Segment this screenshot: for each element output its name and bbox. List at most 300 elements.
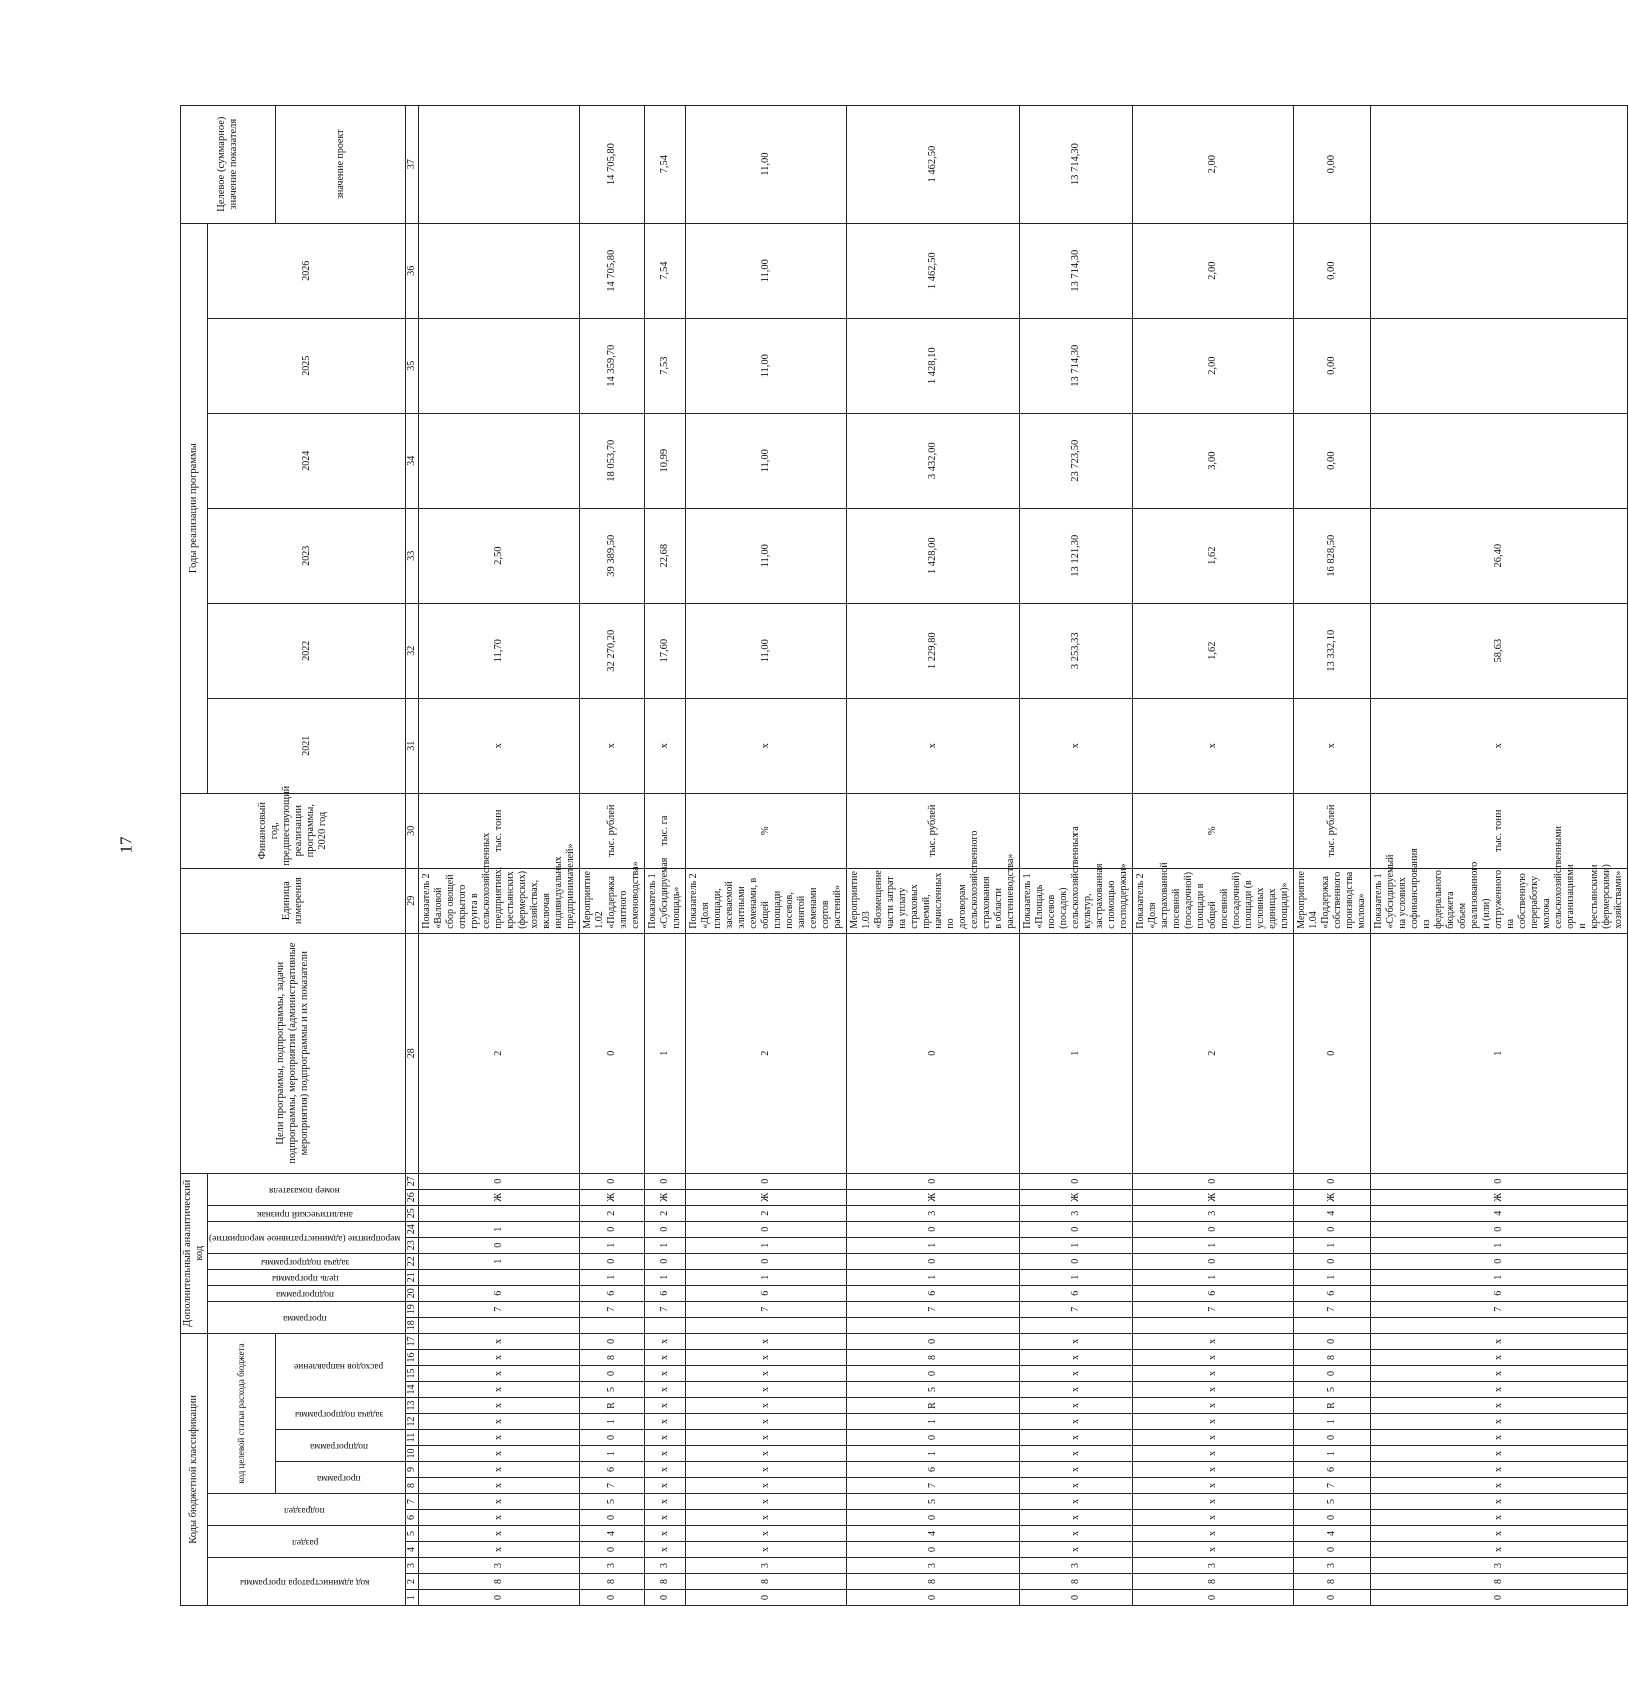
code-cell: 1 xyxy=(644,1237,685,1253)
code-cell: 0 xyxy=(685,1173,846,1189)
code-cell: 1 xyxy=(1019,933,1132,1173)
code-cell: 1 xyxy=(1293,1446,1370,1462)
code-cell: 7 xyxy=(579,1478,644,1494)
code-cell: 1 xyxy=(1019,1269,1132,1285)
column-number: 4 xyxy=(406,1542,419,1558)
value-cell: 11,00 xyxy=(685,105,846,223)
value-cell: 14 705,80 xyxy=(579,223,644,318)
code-cell: х xyxy=(1019,1382,1132,1398)
code-cell: 2 xyxy=(418,933,579,1173)
code-cell: 0 xyxy=(1293,1366,1370,1382)
column-number: 15 xyxy=(406,1366,419,1382)
code-cell: 7 xyxy=(1293,1301,1370,1317)
code-cell: 0 xyxy=(418,1173,579,1189)
value-cell: 22,68 xyxy=(644,508,685,603)
column-numbers-row xyxy=(406,105,419,1605)
indicator-description: Показатель 2 «Валовой сбор овощей открытого грунта в сельскохозяйственных предприятиях, крестьянских (фермерских) хозяйствах, включая индивидуальных предпринимателей» xyxy=(418,868,579,933)
value-cell xyxy=(1370,223,1627,318)
column-number: 31 xyxy=(406,698,419,793)
code-cell: х xyxy=(685,1510,846,1526)
code-cell: 6 xyxy=(1370,1285,1627,1301)
code-cell: 1 xyxy=(1370,933,1627,1173)
code-cell: х xyxy=(1132,1494,1293,1510)
code-cell: 8 xyxy=(579,1350,644,1366)
code-cell: 0 xyxy=(644,1590,685,1606)
header-target-sub: значение проект xyxy=(275,105,405,223)
value-cell: 13 714,30 xyxy=(1019,105,1132,223)
header-target-value: Целевое (суммарное) значение показателя xyxy=(181,105,276,223)
code-cell xyxy=(846,1317,1019,1333)
value-cell: 18 053,70 xyxy=(579,413,644,508)
code-cell: 0 xyxy=(685,1590,846,1606)
code-cell: 0 xyxy=(644,1221,685,1237)
code-cell: Ж xyxy=(1370,1189,1627,1205)
code-cell: 0 xyxy=(1019,1221,1132,1237)
code-cell: х xyxy=(1132,1542,1293,1558)
table-row xyxy=(1293,105,1370,1605)
code-cell: Ж xyxy=(418,1189,579,1205)
code-cell: 0 xyxy=(579,1333,644,1349)
code-cell: х xyxy=(1132,1366,1293,1382)
code-cell: 1 xyxy=(685,1237,846,1253)
column-number: 23 xyxy=(406,1237,419,1253)
code-cell: 1 xyxy=(1370,1237,1627,1253)
code-cell: 6 xyxy=(418,1285,579,1301)
code-cell: 4 xyxy=(1370,1205,1627,1221)
code-cell: 6 xyxy=(1019,1285,1132,1301)
value-cell: 7,53 xyxy=(644,318,685,413)
code-cell: 3 xyxy=(579,1558,644,1574)
value-cell: 11,70 xyxy=(418,603,579,698)
value-cell xyxy=(418,318,579,413)
code-cell: х xyxy=(1370,1398,1627,1414)
value-cell: 26,40 xyxy=(1370,508,1627,603)
header-year-2021: 2021 xyxy=(208,698,406,793)
code-cell: 7 xyxy=(644,1301,685,1317)
page-number: 17 xyxy=(116,836,136,854)
column-number: 14 xyxy=(406,1382,419,1398)
code-cell: 0 xyxy=(1370,1221,1627,1237)
code-cell: 8 xyxy=(1293,1574,1370,1590)
code-cell: 6 xyxy=(1293,1462,1370,1478)
code-cell: 1 xyxy=(1293,1414,1370,1430)
code-cell: х xyxy=(685,1366,846,1382)
code-cell: 3 xyxy=(1370,1558,1627,1574)
header-sub-task: задача подпрограммы xyxy=(275,1398,405,1430)
code-cell: х xyxy=(644,1542,685,1558)
fin-year-cell: х xyxy=(1293,698,1370,793)
value-cell: 0,00 xyxy=(1293,223,1370,318)
value-cell: 7,54 xyxy=(644,223,685,318)
code-cell: х xyxy=(418,1430,579,1446)
code-cell: 0 xyxy=(846,1221,1019,1237)
unit-cell: % xyxy=(685,793,846,868)
code-cell: 3 xyxy=(644,1558,685,1574)
header-dop-subprogram: подпрограмма xyxy=(208,1285,406,1301)
indicator-description: Показатель 1 «Площадь посевов (посадок) сельскохозяйственных культур, застрахованная с помощью господдержки» xyxy=(1019,868,1132,933)
code-cell: х xyxy=(1019,1398,1132,1414)
code-cell: х xyxy=(685,1333,846,1349)
table-row xyxy=(685,105,846,1605)
code-cell: х xyxy=(1019,1414,1132,1430)
value-cell: 7,54 xyxy=(644,105,685,223)
code-cell: 0 xyxy=(1293,1221,1370,1237)
indicator-description: Показатель 2 «Доля площади, засеваемой элитными семенами, в общей площади посевов, занятой семенами сортов растений» xyxy=(685,868,846,933)
value-cell xyxy=(418,105,579,223)
code-cell: 0 xyxy=(579,933,644,1173)
column-number: 22 xyxy=(406,1253,419,1269)
column-number: 24 xyxy=(406,1221,419,1237)
code-cell: 8 xyxy=(1293,1350,1370,1366)
code-cell: х xyxy=(644,1382,685,1398)
code-cell xyxy=(418,1269,579,1285)
unit-cell: га xyxy=(1019,793,1132,868)
code-cell: 1 xyxy=(685,1269,846,1285)
code-cell: Ж xyxy=(846,1189,1019,1205)
fin-year-cell: х xyxy=(846,698,1019,793)
column-number: 28 xyxy=(406,933,419,1173)
code-cell: 0 xyxy=(1132,1253,1293,1269)
code-cell: х xyxy=(1019,1462,1132,1478)
code-cell: х xyxy=(685,1478,846,1494)
code-cell: 1 xyxy=(418,1253,579,1269)
code-cell: 6 xyxy=(846,1462,1019,1478)
code-cell: х xyxy=(1019,1430,1132,1446)
code-cell: х xyxy=(1370,1462,1627,1478)
code-cell: х xyxy=(418,1542,579,1558)
code-cell: 1 xyxy=(579,1446,644,1462)
column-number: 7 xyxy=(406,1494,419,1510)
rotated-table-region xyxy=(180,106,1624,1606)
code-cell: х xyxy=(1132,1333,1293,1349)
code-cell: 0 xyxy=(685,1253,846,1269)
value-cell: 1 229,80 xyxy=(846,603,1019,698)
code-cell: 7 xyxy=(1293,1478,1370,1494)
value-cell: 1,62 xyxy=(1132,508,1293,603)
code-cell: 8 xyxy=(846,1350,1019,1366)
code-cell: х xyxy=(644,1494,685,1510)
header-dop-sign: аналитический признак xyxy=(208,1205,406,1221)
unit-cell: тыс. тонн xyxy=(418,793,579,868)
code-cell: 0 xyxy=(1293,1542,1370,1558)
code-cell: 5 xyxy=(846,1382,1019,1398)
value-cell: 3 432,00 xyxy=(846,413,1019,508)
unit-cell: тыс. рублей xyxy=(1293,793,1370,868)
value-cell: 11,00 xyxy=(685,603,846,698)
code-cell: 0 xyxy=(579,1173,644,1189)
code-cell: х xyxy=(1370,1366,1627,1382)
code-cell: 1 xyxy=(846,1269,1019,1285)
code-cell: х xyxy=(1019,1478,1132,1494)
code-cell: х xyxy=(1132,1398,1293,1414)
code-cell: х xyxy=(1019,1494,1132,1510)
code-cell: 0 xyxy=(846,1253,1019,1269)
header-year-2026: 2026 xyxy=(208,223,406,318)
code-cell: 7 xyxy=(1019,1301,1132,1317)
code-cell: 1 xyxy=(846,1414,1019,1430)
code-cell: х xyxy=(685,1414,846,1430)
value-cell: 1,62 xyxy=(1132,603,1293,698)
value-cell xyxy=(418,223,579,318)
code-cell: 5 xyxy=(579,1494,644,1510)
code-cell: 1 xyxy=(579,1237,644,1253)
value-cell: 1 428,10 xyxy=(846,318,1019,413)
code-cell: 3 xyxy=(418,1558,579,1574)
header-year-2022: 2022 xyxy=(208,603,406,698)
column-number: 20 xyxy=(406,1285,419,1301)
code-cell xyxy=(1293,1317,1370,1333)
code-cell: 6 xyxy=(846,1285,1019,1301)
table-row xyxy=(1370,105,1627,1605)
column-number: 37 xyxy=(406,105,419,223)
code-cell: х xyxy=(685,1446,846,1462)
fin-year-cell: х xyxy=(644,698,685,793)
column-number: 5 xyxy=(406,1526,419,1542)
code-cell: х xyxy=(644,1398,685,1414)
column-number: 10 xyxy=(406,1446,419,1462)
table-row xyxy=(846,105,1019,1605)
code-cell: 0 xyxy=(579,1510,644,1526)
code-cell xyxy=(644,1317,685,1333)
header-extra-code: Дополнительный аналитический код xyxy=(181,1173,208,1333)
code-cell: 8 xyxy=(644,1574,685,1590)
value-cell xyxy=(1370,318,1627,413)
column-number: 35 xyxy=(406,318,419,413)
code-cell: 1 xyxy=(1132,1269,1293,1285)
value-cell: 2,00 xyxy=(1132,105,1293,223)
value-cell: 17,60 xyxy=(644,603,685,698)
value-cell: 3,00 xyxy=(1132,413,1293,508)
code-cell: х xyxy=(1132,1446,1293,1462)
code-cell: 7 xyxy=(579,1301,644,1317)
column-number: 19 xyxy=(406,1301,419,1317)
code-cell: 0 xyxy=(1293,1253,1370,1269)
header-dop-measure: мероприятие (административное мероприятие) xyxy=(208,1221,406,1253)
column-number: 26 xyxy=(406,1189,419,1205)
code-cell: 0 xyxy=(846,1510,1019,1526)
code-cell: 5 xyxy=(846,1494,1019,1510)
code-cell: 0 xyxy=(579,1253,644,1269)
code-cell: 2 xyxy=(644,1205,685,1221)
code-cell: 1 xyxy=(579,1269,644,1285)
column-number: 9 xyxy=(406,1462,419,1478)
code-cell: 2 xyxy=(685,1205,846,1221)
header-subprogram: подпрограмма xyxy=(275,1430,405,1462)
value-cell: 11,00 xyxy=(685,508,846,603)
code-cell: 2 xyxy=(1132,933,1293,1173)
table-row xyxy=(579,105,644,1605)
code-cell: 8 xyxy=(579,1574,644,1590)
value-cell: 2,00 xyxy=(1132,223,1293,318)
value-cell: 2,50 xyxy=(418,508,579,603)
header-fin-year: Финансовый год, предшествующий реализации программы, 2020 год xyxy=(181,793,406,868)
code-cell: 0 xyxy=(1293,1173,1370,1189)
code-cell: 0 xyxy=(846,1366,1019,1382)
value-cell: 0,00 xyxy=(1293,105,1370,223)
code-cell: 0 xyxy=(1019,1253,1132,1269)
column-number: 21 xyxy=(406,1269,419,1285)
value-cell: 58,63 xyxy=(1370,603,1627,698)
header-dop-task: задача подпрограммы xyxy=(208,1253,406,1269)
code-cell: х xyxy=(685,1494,846,1510)
header-year-2025: 2025 xyxy=(208,318,406,413)
fin-year-cell: х xyxy=(1019,698,1132,793)
unit-cell: тыс. рублей xyxy=(579,793,644,868)
code-cell: х xyxy=(1019,1350,1132,1366)
code-cell: х xyxy=(1132,1462,1293,1478)
code-cell: х xyxy=(644,1478,685,1494)
code-cell: 6 xyxy=(644,1285,685,1301)
unit-cell: тыс. тонн xyxy=(1370,793,1627,868)
code-cell: 1 xyxy=(644,1269,685,1285)
value-cell: 11,00 xyxy=(685,413,846,508)
code-cell: х xyxy=(1132,1430,1293,1446)
code-cell: R xyxy=(1293,1398,1370,1414)
code-cell: 1 xyxy=(418,1221,579,1237)
code-cell: 0 xyxy=(846,1173,1019,1189)
code-cell: 0 xyxy=(418,1237,579,1253)
code-cell: х xyxy=(1370,1494,1627,1510)
unit-cell: % xyxy=(1132,793,1293,868)
code-cell: х xyxy=(1132,1414,1293,1430)
code-cell: Ж xyxy=(1019,1189,1132,1205)
code-cell: х xyxy=(418,1333,579,1349)
column-number: 1 xyxy=(406,1590,419,1606)
code-cell: Ж xyxy=(685,1189,846,1205)
code-cell: 1 xyxy=(644,933,685,1173)
code-cell: х xyxy=(1370,1542,1627,1558)
code-cell: 8 xyxy=(1370,1574,1627,1590)
code-cell: 0 xyxy=(418,1590,579,1606)
code-cell: 6 xyxy=(579,1285,644,1301)
code-cell: х xyxy=(644,1430,685,1446)
code-cell: х xyxy=(1370,1350,1627,1366)
code-cell: 0 xyxy=(1132,1221,1293,1237)
code-cell: 0 xyxy=(1293,1430,1370,1446)
code-cell: х xyxy=(644,1333,685,1349)
code-cell: 8 xyxy=(1132,1574,1293,1590)
code-cell: 1 xyxy=(1293,1269,1370,1285)
value-cell: 1 462,50 xyxy=(846,105,1019,223)
column-number: 29 xyxy=(406,868,419,933)
code-cell: 0 xyxy=(1293,1333,1370,1349)
code-cell: х xyxy=(644,1446,685,1462)
header-expense-dir: расходов направление xyxy=(275,1333,405,1397)
code-cell: 0 xyxy=(846,1333,1019,1349)
code-cell: х xyxy=(685,1526,846,1542)
column-number: 2 xyxy=(406,1574,419,1590)
code-cell: х xyxy=(1019,1542,1132,1558)
code-cell xyxy=(685,1317,846,1333)
value-cell: 2,00 xyxy=(1132,318,1293,413)
program-indicators-table xyxy=(180,105,1628,1606)
code-cell: 0 xyxy=(579,1366,644,1382)
fin-year-cell: х xyxy=(1370,698,1627,793)
header-program: программа xyxy=(275,1462,405,1494)
header-years: Годы реализации программы xyxy=(181,223,208,793)
code-cell: х xyxy=(1132,1510,1293,1526)
code-cell: х xyxy=(1132,1382,1293,1398)
code-cell: 4 xyxy=(846,1526,1019,1542)
code-cell: 6 xyxy=(1132,1285,1293,1301)
header-goals: Цели программы, подпрограммы, задачи подпрограммы, мероприятия (административные мероприятия) подпрограммы и их показатели xyxy=(181,933,406,1173)
column-number: 6 xyxy=(406,1510,419,1526)
column-number: 16 xyxy=(406,1350,419,1366)
code-cell: х xyxy=(418,1382,579,1398)
value-cell: 32 270,20 xyxy=(579,603,644,698)
value-cell: 13 121,30 xyxy=(1019,508,1132,603)
indicator-description: Мероприятие 1.03 «Возмещение части затрат на уплату страховых премий, начисленных по договорам сельскохозяйственного страхования в области растениеводства» xyxy=(846,868,1019,933)
column-number: 33 xyxy=(406,508,419,603)
column-number: 36 xyxy=(406,223,419,318)
code-cell: х xyxy=(644,1510,685,1526)
code-cell: R xyxy=(846,1398,1019,1414)
header-subsection: подраздел xyxy=(208,1494,406,1526)
code-cell: х xyxy=(685,1462,846,1478)
code-cell: 0 xyxy=(644,1253,685,1269)
code-cell: 3 xyxy=(685,1558,846,1574)
value-cell: 1 428,00 xyxy=(846,508,1019,603)
code-cell: 0 xyxy=(1293,1510,1370,1526)
fin-year-cell: х xyxy=(418,698,579,793)
column-number: 13 xyxy=(406,1398,419,1414)
code-cell: 1 xyxy=(846,1237,1019,1253)
code-cell: 0 xyxy=(846,1542,1019,1558)
table-row xyxy=(418,105,579,1605)
code-cell: 1 xyxy=(1293,1237,1370,1253)
code-cell: 0 xyxy=(1019,1173,1132,1189)
header-year-2023: 2023 xyxy=(208,508,406,603)
indicator-description: Показатель 1 «Субсидируемая площадь» xyxy=(644,868,685,933)
code-cell: 0 xyxy=(685,1221,846,1237)
code-cell xyxy=(418,1205,579,1221)
column-number: 17 xyxy=(406,1333,419,1349)
code-cell: х xyxy=(418,1494,579,1510)
code-cell: х xyxy=(418,1446,579,1462)
code-cell: 4 xyxy=(1293,1205,1370,1221)
value-cell: 10,99 xyxy=(644,413,685,508)
code-cell: х xyxy=(418,1478,579,1494)
code-cell: х xyxy=(1370,1446,1627,1462)
code-cell: 0 xyxy=(1132,1173,1293,1189)
value-cell: 1 462,50 xyxy=(846,223,1019,318)
code-cell: 8 xyxy=(846,1574,1019,1590)
code-cell: х xyxy=(1370,1333,1627,1349)
column-number: 12 xyxy=(406,1414,419,1430)
code-cell: 0 xyxy=(1293,933,1370,1173)
column-number: 30 xyxy=(406,793,419,868)
column-number: 8 xyxy=(406,1478,419,1494)
code-cell: х xyxy=(1370,1382,1627,1398)
code-cell: х xyxy=(685,1350,846,1366)
code-cell: 0 xyxy=(846,1590,1019,1606)
header-budget-codes: Коды бюджетной классификации xyxy=(181,1333,208,1605)
code-cell: 7 xyxy=(846,1478,1019,1494)
code-cell: х xyxy=(1370,1430,1627,1446)
value-cell: 0,00 xyxy=(1293,413,1370,508)
code-cell: 7 xyxy=(1370,1301,1627,1317)
code-cell: х xyxy=(1370,1510,1627,1526)
code-cell: х xyxy=(1019,1366,1132,1382)
column-number: 32 xyxy=(406,603,419,698)
value-cell: 16 828,50 xyxy=(1293,508,1370,603)
value-cell xyxy=(418,413,579,508)
code-cell: х xyxy=(644,1350,685,1366)
code-cell: 0 xyxy=(846,1430,1019,1446)
code-cell: х xyxy=(1370,1526,1627,1542)
indicator-description: Показатель 1 «Субсидируемый на условиях софинансирования из федерального бюджета объем реализованного и (или) отгруженного на собственную переработку молока сельскохозяйственными организациями и крестьянскими (фермерскими) хозяйствами» xyxy=(1370,868,1627,933)
header-section: раздел xyxy=(208,1526,406,1558)
